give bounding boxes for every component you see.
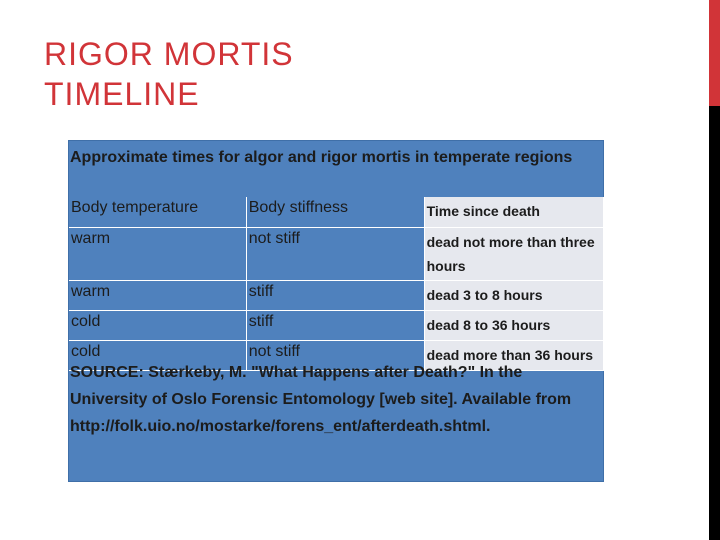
rigor-table-figure	[68, 140, 604, 482]
cell-temperature: warm	[69, 281, 246, 311]
cell-time: dead more than 36 hours	[424, 341, 603, 371]
table-row	[69, 228, 604, 281]
cell-temperature: cold	[69, 311, 246, 341]
source-citation: SOURCE: Stærkeby, M. "What Happens after Death?" In the University of Oslo Forensic Entomology [web site]. Available from http://folk.uio.no/mostarke/forens_ent/afterdeath.shtml.	[70, 364, 572, 435]
header-body-temperature: Body temperature	[69, 197, 246, 228]
header-body-stiffness: Body stiffness	[246, 197, 424, 228]
cell-time: dead 3 to 8 hours	[424, 281, 603, 311]
cell-time: dead 8 to 36 hours	[424, 311, 603, 341]
table-row	[69, 281, 604, 311]
slide-title-line-1: RIGOR MORTIS	[44, 36, 294, 72]
cell-stiffness: stiff	[246, 311, 424, 341]
cell-time: dead not more than three hours	[424, 228, 603, 281]
header-time-since-death: Time since death	[424, 197, 603, 228]
figure-caption: Approximate times for algor and rigor mortis in temperate regions	[70, 149, 573, 166]
window-edge-bar	[709, 106, 720, 540]
rigor-table	[69, 197, 604, 371]
cell-temperature: cold	[69, 341, 246, 371]
slide-title-line-2: TIMELINE	[44, 76, 200, 112]
cell-stiffness: not stiff	[246, 228, 424, 281]
slide-title	[44, 34, 294, 114]
accent-bar	[709, 0, 720, 106]
cell-temperature: warm	[69, 228, 246, 281]
cell-stiffness: stiff	[246, 281, 424, 311]
cell-stiffness: not stiff	[246, 341, 424, 371]
table-row	[69, 311, 604, 341]
table-header-row	[69, 197, 604, 228]
